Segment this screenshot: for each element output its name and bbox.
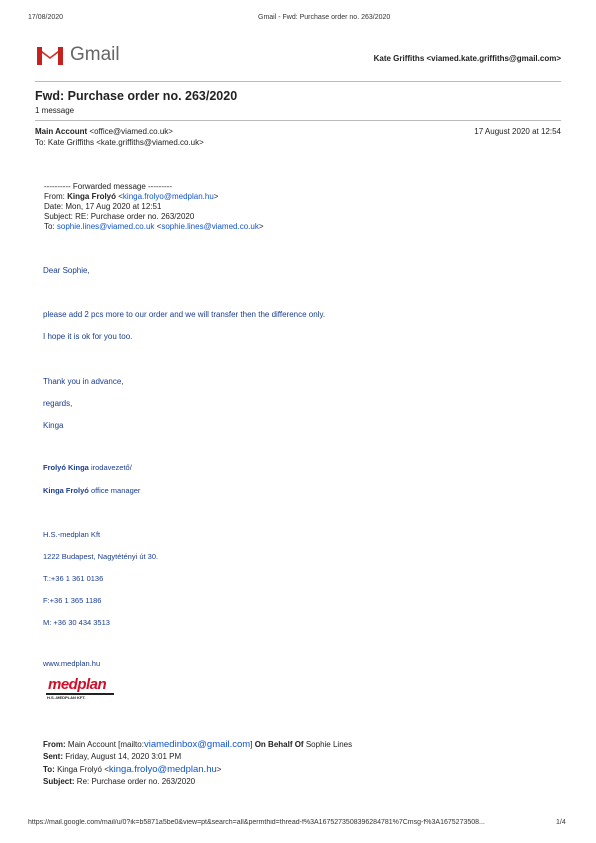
message-date: 17 August 2020 at 12:54 <box>474 127 561 136</box>
forward-from: From: Kinga Frolyó <kinga.frolyo@medplan.hu> <box>44 192 219 201</box>
sender-line <box>35 127 173 136</box>
thanks-line: Thank you in advance, <box>43 377 124 386</box>
print-url: https://mail.google.com/mail/u/0?ik=b5871a5be0&view=pt&search=all&permthid=thread-f%3A1675273508396284781%7Cmsg-f%3A1675273508... <box>28 819 485 826</box>
account-name: Kate Griffiths <viamed.kate.griffiths@gmail.com> <box>373 54 561 63</box>
sender-first-name: Kinga <box>43 421 64 430</box>
medplan-logo: medplan H.S.-MEDPLAN KFT. <box>44 676 122 702</box>
signature-tel: T.:+36 1 361 0136 <box>43 574 104 583</box>
quoted-to: To: Kinga Frolyó <kinga.frolyo@medplan.hu> <box>43 764 222 775</box>
quoted-subject: Subject: Re: Purchase order no. 263/2020 <box>43 777 196 786</box>
quoted-sent: Sent: Friday, August 14, 2020 3:01 PM <box>43 752 182 761</box>
message-count: 1 message <box>35 106 75 115</box>
signature-fax: F:+36 1 365 1186 <box>43 596 102 605</box>
body-paragraph-1: please add 2 pcs more to our order and we will transfer then the difference only. <box>43 310 326 319</box>
signature-hu: Frolyó Kinga irodavezető/ <box>43 463 132 472</box>
signature-en: Kinga Frolyó office manager <box>43 486 141 495</box>
forward-to-email[interactable]: sophie.lines@viamed.co.uk <box>56 222 155 231</box>
quoted-to-link[interactable]: kinga.frolyo@medplan.hu <box>108 764 217 775</box>
signature-company: H.S.-medplan Kft <box>43 530 101 539</box>
divider <box>35 120 561 121</box>
divider <box>35 81 561 82</box>
signature-mobile: M: +36 30 434 3513 <box>43 618 110 627</box>
body-paragraph-2: I hope it is ok for you too. <box>43 332 133 341</box>
recipient-line: To: Kate Griffiths <kate.griffiths@viamed.co.uk> <box>35 138 204 147</box>
gmail-logo <box>35 44 65 71</box>
print-title: Gmail - Fwd: Purchase order no. 263/2020 <box>258 14 391 21</box>
quoted-from-link[interactable]: viamedinbox@gmail.com <box>143 739 251 750</box>
forward-to-email-2[interactable]: sophie.lines@viamed.co.uk <box>161 222 259 231</box>
signature-website[interactable]: www.medplan.hu <box>43 659 101 668</box>
thread-subject: Fwd: Purchase order no. 263/2020 <box>35 89 238 103</box>
forward-subject: Subject: RE: Purchase order no. 263/2020 <box>44 212 195 221</box>
forward-divider: ---------- Forwarded message --------- <box>44 182 172 191</box>
sender-name: Main Account <box>35 127 88 136</box>
gmail-brand: Gmail <box>70 44 120 65</box>
forward-from-name: Kinga Frolyó <box>67 192 117 201</box>
forward-from-email[interactable]: kinga.frolyo@medplan.hu <box>122 192 214 201</box>
greeting: Dear Sophie, <box>43 266 90 275</box>
forward-to: To: sophie.lines@viamed.co.uk <sophie.lines@viamed.co.uk> <box>44 222 264 231</box>
gmail-m-icon <box>35 44 65 66</box>
print-date: 17/08/2020 <box>28 14 64 21</box>
sender-email: <office@viamed.co.uk> <box>89 127 173 136</box>
signature-address: 1222 Budapest, Nagytétényi út 30. <box>43 552 159 561</box>
forward-date: Date: Mon, 17 Aug 2020 at 12:51 <box>44 202 162 211</box>
regards-line: regards, <box>43 399 73 408</box>
quoted-from: From: Main Account [mailto:viamedinbox@gmail.com] On Behalf Of Sophie Lines <box>43 739 353 750</box>
page-number: 1/4 <box>556 819 566 826</box>
